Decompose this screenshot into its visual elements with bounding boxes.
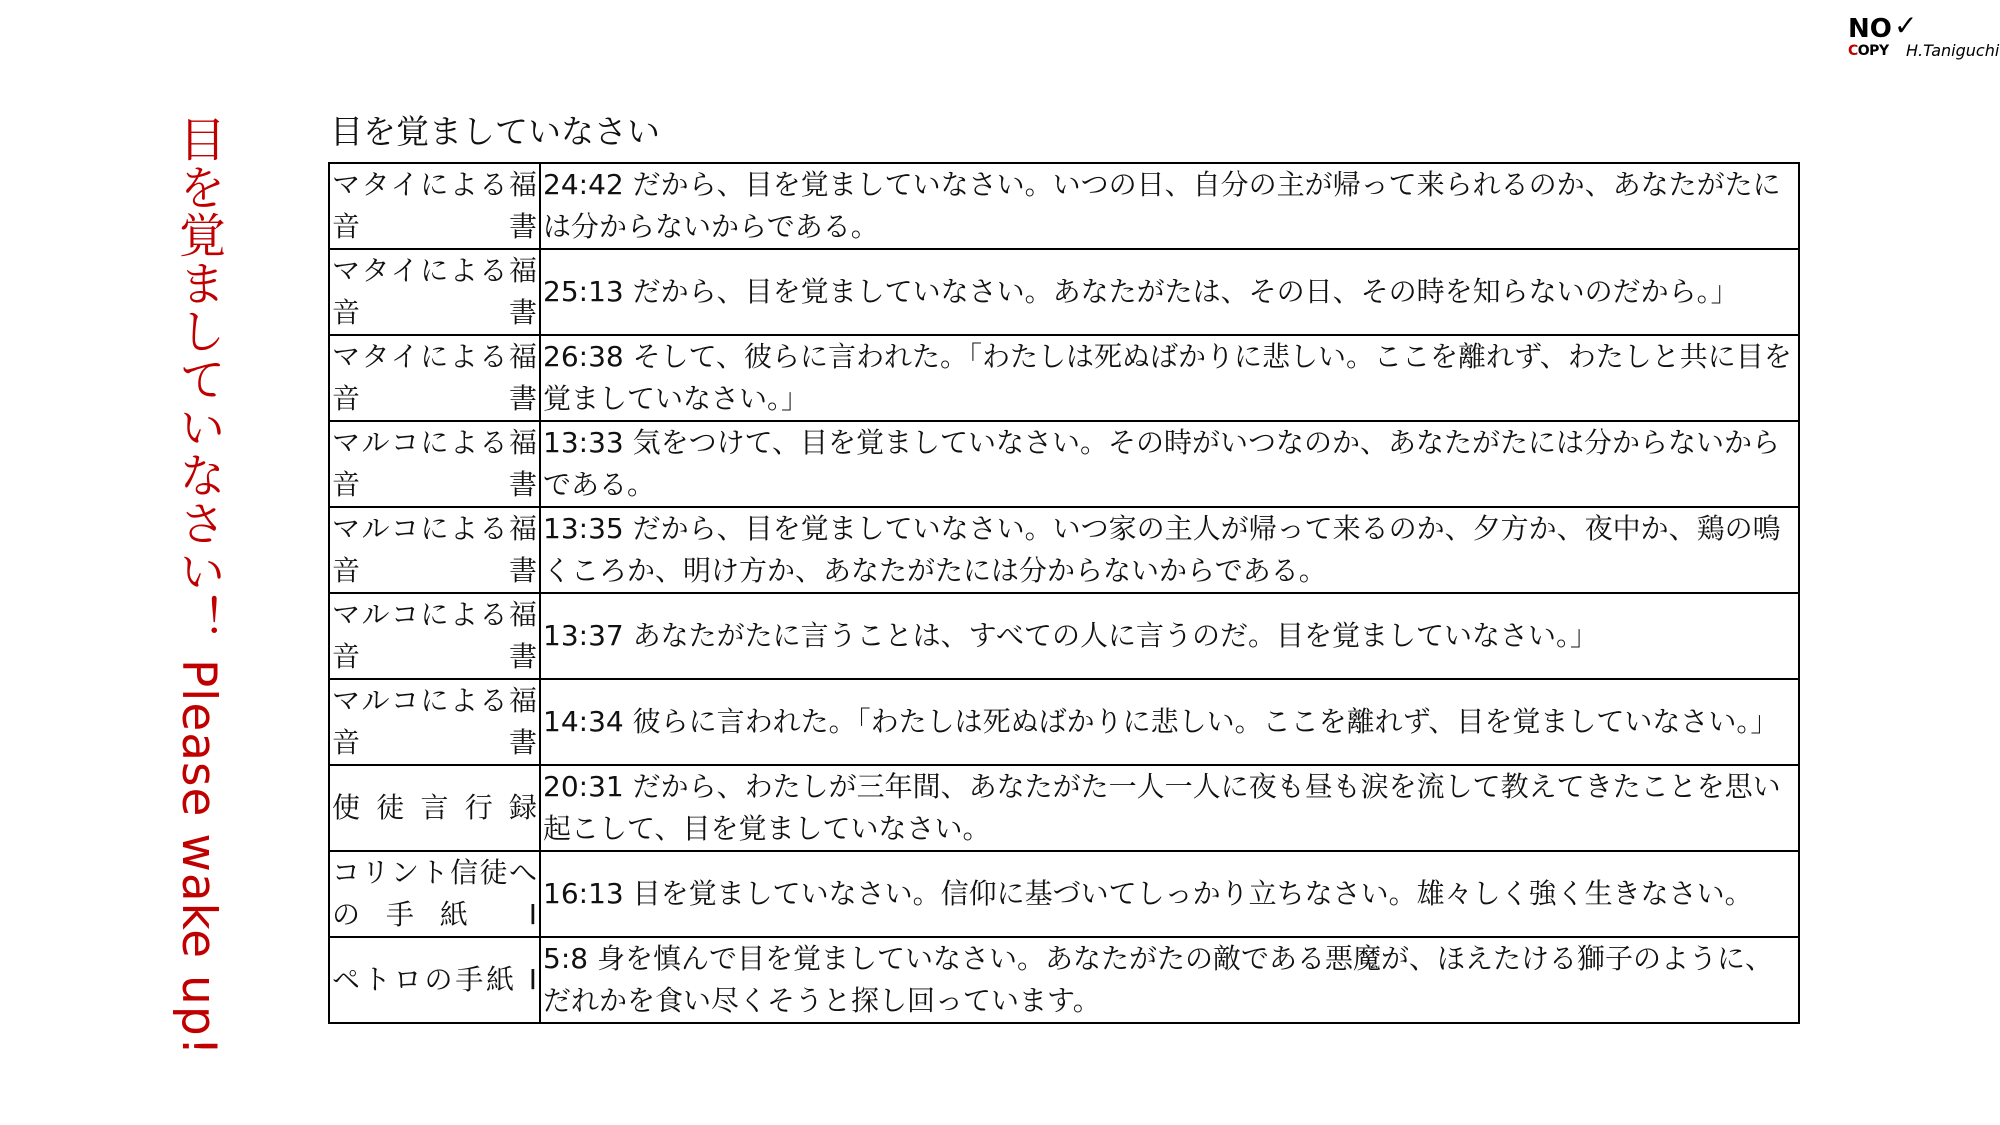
logo-author: H.Taniguchi — [1906, 41, 2000, 60]
table-row — [329, 421, 1799, 507]
table-row — [329, 593, 1799, 679]
page-heading: 目を覚ましていなさい — [330, 112, 660, 151]
table-row — [329, 249, 1799, 335]
verse-text-cell: 13:37 あなたがたに言うことは、すべての人に言うのだ。目を覚ましていなさい。」 — [540, 593, 1799, 679]
book-name-cell: コリント信徒への手紙 I — [329, 851, 540, 937]
book-name-cell: マタイによる福音書 — [329, 163, 540, 249]
table-row — [329, 937, 1799, 1023]
book-name-cell: 使徒言行録 — [329, 765, 540, 851]
verse-text-cell: 25:13 だから、目を覚ましていなさい。あなたがたは、その日、その時を知らないのだから。」 — [540, 249, 1799, 335]
table-row — [329, 851, 1799, 937]
book-name-cell: ペトロの手紙 I — [329, 937, 540, 1023]
verse-text-cell: 13:33 気をつけて、目を覚ましていなさい。その時がいつなのか、あなたがたには分からないからである。 — [540, 421, 1799, 507]
table-row — [329, 163, 1799, 249]
no-copy-logo — [1848, 9, 2000, 62]
verse-text-cell: 14:34 彼らに言われた。「わたしは死ぬばかりに悲しい。ここを離れず、目を覚ましていなさい。」 — [540, 679, 1799, 765]
verse-text-cell: 13:35 だから、目を覚ましていなさい。いつ家の主人が帰って来るのか、夕方か、夜中か、鶏の鳴くころか、明け方か、あなたがたには分からないからである。 — [540, 507, 1799, 593]
verse-text-cell: 16:13 目を覚ましていなさい。信仰に基づいてしっかり立ちなさい。雄々しく強く生きなさい。 — [540, 851, 1799, 937]
book-name-cell: マタイによる福音書 — [329, 335, 540, 421]
checkmark-icon: ✓ — [1894, 9, 1918, 42]
book-name-cell: マルコによる福音書 — [329, 421, 540, 507]
verse-text-cell: 26:38 そして、彼らに言われた。「わたしは死ぬばかりに悲しい。ここを離れず、わたしと共に目を覚ましていなさい。」 — [540, 335, 1799, 421]
vertical-title: 目を覚ましていなさい！ Please wake up! — [171, 115, 226, 1057]
book-name-cell: マルコによる福音書 — [329, 507, 540, 593]
book-name-cell: マルコによる福音書 — [329, 593, 540, 679]
verse-text-cell: 24:42 だから、目を覚ましていなさい。いつの日、自分の主が帰って来られるのか、あなたがたには分からないからである。 — [540, 163, 1799, 249]
logo-no-text: NO — [1848, 14, 1892, 44]
table-row — [329, 765, 1799, 851]
logo-copy-text: COPY — [1848, 43, 1889, 59]
book-name-cell: マタイによる福音書 — [329, 249, 540, 335]
table-row — [329, 507, 1799, 593]
verse-text-cell: 20:31 だから、わたしが三年間、あなたがた一人一人に夜も昼も涙を流して教えてきたことを思い起こして、目を覚ましていなさい。 — [540, 765, 1799, 851]
verse-text-cell: 5:8 身を慎んで目を覚ましていなさい。あなたがたの敵である悪魔が、ほえたける獅子のように、だれかを食い尽くそうと探し回っています。 — [540, 937, 1799, 1023]
verse-table — [328, 162, 1800, 1024]
book-name-cell: マルコによる福音書 — [329, 679, 540, 765]
table-row — [329, 679, 1799, 765]
table-row — [329, 335, 1799, 421]
